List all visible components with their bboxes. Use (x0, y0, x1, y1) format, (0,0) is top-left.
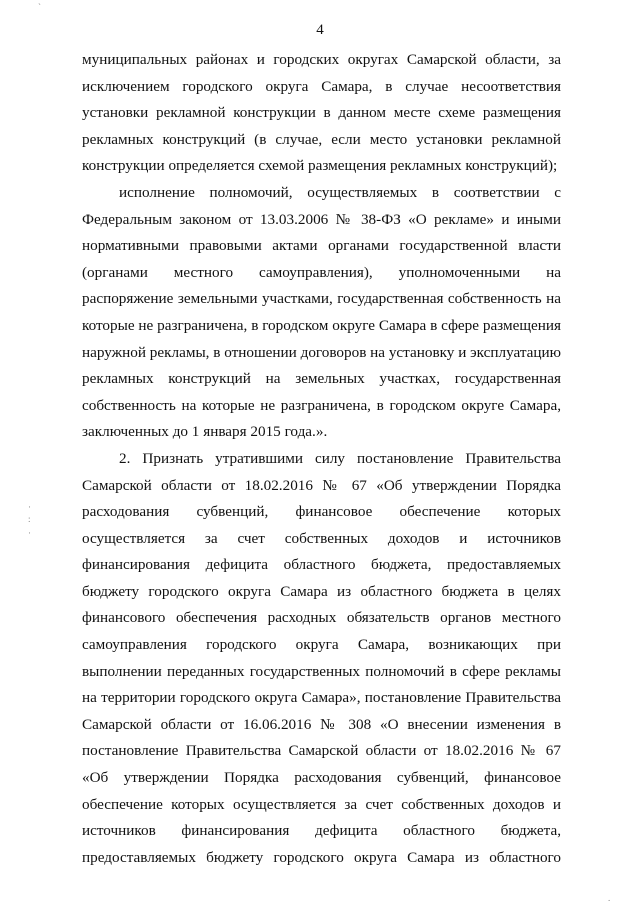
margin-mark: ` (38, 2, 41, 12)
text-line: расходования субвенций, финансовое обеспечение которых (82, 503, 561, 521)
text-line: Федеральным законом от 13.03.2006 № 38-ФЗ «О рекламе» и иными (82, 210, 561, 228)
text-line: распоряжение земельными участками, государственная собственность на (82, 290, 561, 308)
text-line: Самарской области от 16.06.2016 № 308 «О внесении изменения в (82, 715, 561, 733)
text-line: финансирования дефицита областного бюджета, предоставляемых (82, 556, 561, 574)
text-line: муниципальных районах и городских округах Самарской области, за (82, 51, 561, 68)
text-line: Самарской области от 18.02.2016 № 67 «Об утверждении Порядка (82, 476, 561, 494)
margin-mark: · (28, 528, 31, 538)
text-line: обеспечение которых осуществляется за счет собственных доходов и (82, 795, 561, 813)
paragraph-first-line: 2. Признать утратившими силу постановление Правительства (119, 449, 561, 467)
paragraph-first-line: исполнение полномочий, осуществляемых в соответствии с (119, 183, 561, 201)
text-line: которые не разграничена, в городском округе Самара в сфере размещения (82, 316, 561, 334)
text-line: выполнении переданных государственных полномочий в сфере рекламы (82, 662, 561, 680)
text-line: финансового обеспечения расходных обязательств органов местного (82, 609, 561, 627)
text-line: рекламных конструкций (в случае, если место установки рекламной (82, 130, 561, 148)
text-line: осуществляется за счет собственных доходов и источников (82, 529, 561, 547)
text-line: наружной рекламы, в отношении договоров на установку и эксплуатацию (82, 343, 561, 361)
text-line: установки рекламной конструкции в данном месте схеме размещения (82, 104, 561, 122)
page-number: 4 (316, 22, 324, 38)
margin-mark: : (28, 514, 31, 524)
text-line: исключением городского округа Самара, в случае несоответствия (82, 77, 561, 95)
text-line: собственность на которые не разграничена, в городском округе Самара, (82, 396, 561, 414)
text-line: на территории городского округа Самара», постановление Правительства (82, 689, 561, 707)
margin-mark: · (28, 502, 31, 512)
text-line: конструкции определяется схемой размещения рекламных конструкций); (82, 157, 558, 175)
margin-mark: . (608, 893, 611, 903)
document-body (82, 47, 561, 871)
text-line: (органами местного самоуправления), уполномоченными на (82, 263, 561, 281)
text-line: постановление Правительства Самарской области от 18.02.2016 № 67 (82, 742, 561, 760)
text-line: источников финансирования дефицита областного бюджета, (82, 822, 561, 840)
text-line: заключенных до 1 января 2015 года.». (82, 423, 328, 441)
text-line: самоуправления городского округа Самара, возникающих при (82, 636, 561, 654)
text-line: предоставляемых бюджету городского округа Самара из областного (82, 848, 561, 866)
text-line: бюджету городского округа Самара из областного бюджета в целях (82, 582, 561, 600)
text-line: «Об утверждении Порядка расходования субвенций, финансовое (82, 769, 561, 787)
text-line: рекламных конструкций на земельных участках, государственная (82, 370, 561, 388)
text-line: нормативными правовыми актами органами государственной власти (82, 237, 561, 255)
